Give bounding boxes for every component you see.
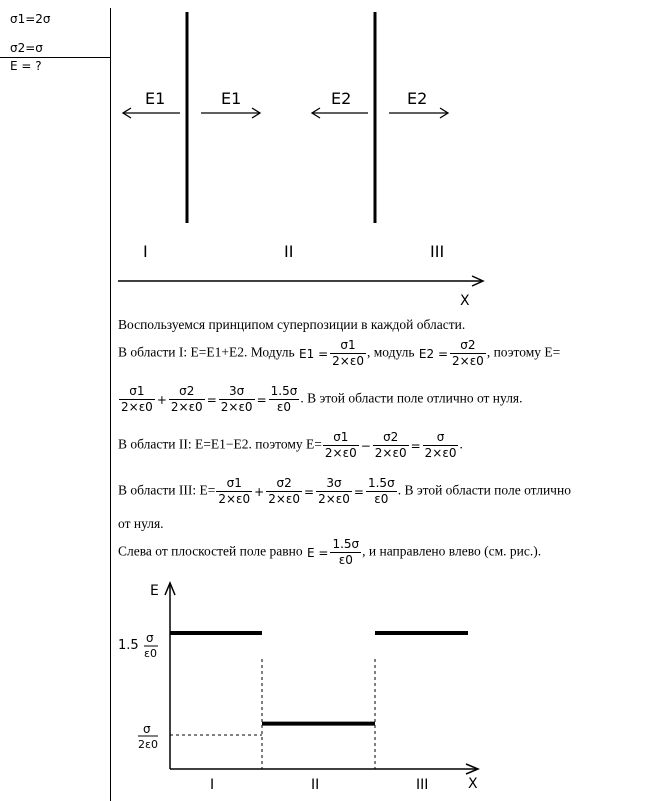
left-prefix: Слева от плоскостей поле равно xyxy=(118,543,303,559)
frac-den: ε0 xyxy=(338,553,353,567)
level-high-coef: 1.5 xyxy=(118,638,139,653)
frac-s2 xyxy=(266,476,302,507)
left-tail: , и направлено влево (см. рис.). xyxy=(362,543,542,559)
frac-s1 xyxy=(216,476,252,507)
r1-prefix: В области I: E=E1+E2. Модуль xyxy=(118,344,295,360)
solution-line-1: Воспользуемся принципом суперпозиции в каждой области. xyxy=(118,317,466,332)
op-eq: = xyxy=(353,484,364,499)
label-e2-right: E2 xyxy=(407,89,428,108)
op-eq: = xyxy=(410,438,421,453)
frac-s1 xyxy=(323,430,359,461)
left-eq: E = xyxy=(307,545,329,560)
frac-den: 2×ε0 xyxy=(268,492,301,506)
frac-den: 2×ε0 xyxy=(324,446,357,460)
frac-e1 xyxy=(330,338,366,369)
field-graph xyxy=(0,575,666,801)
x-axis-label: X xyxy=(460,293,470,309)
level-high-num: σ xyxy=(146,631,154,645)
frac-num: σ1 xyxy=(216,476,252,492)
solution-region-1 xyxy=(118,338,560,369)
graph-region-3: III xyxy=(416,777,429,793)
op-plus: + xyxy=(254,484,265,499)
frac-e2 xyxy=(450,338,486,369)
frac-num: σ xyxy=(423,430,459,446)
level-low-num: σ xyxy=(143,722,151,736)
r1-tail: . В этой области поле отлично от нуля. xyxy=(300,390,523,406)
op-plus: + xyxy=(156,392,167,407)
so-e: , поэтому E= xyxy=(486,344,561,360)
frac-s2 xyxy=(169,384,205,415)
label-region-1: I xyxy=(143,242,148,261)
op-eq: = xyxy=(256,392,267,407)
frac-num: 3σ xyxy=(316,476,352,492)
solution-region-1-sum xyxy=(118,384,523,415)
frac-den: 2×ε0 xyxy=(218,492,251,506)
solution-region-2 xyxy=(118,430,463,461)
frac-num: σ2 xyxy=(266,476,302,492)
r2-prefix: В области II: E=E1−E2. поэтому E= xyxy=(118,436,322,452)
frac-num: σ2 xyxy=(169,384,205,400)
frac-left xyxy=(330,537,361,568)
frac-15s xyxy=(269,384,300,415)
e1-eq: E1 = xyxy=(299,346,329,361)
frac-num: σ2 xyxy=(450,338,486,354)
frac-15s xyxy=(366,476,397,507)
label-region-2: II xyxy=(284,242,294,261)
dot: . xyxy=(459,436,463,452)
field-levels xyxy=(170,633,468,724)
label-e1-right: E1 xyxy=(221,89,242,108)
frac-den: ε0 xyxy=(374,492,389,506)
r3-prefix: В области III: E= xyxy=(118,482,216,498)
frac-num: σ1 xyxy=(119,384,155,400)
planes-diagram xyxy=(0,0,666,310)
label-e2-left: E2 xyxy=(331,89,352,108)
frac-s xyxy=(423,430,459,461)
frac-den: 2×ε0 xyxy=(121,400,153,414)
frac-3s xyxy=(219,384,255,415)
mod2: , модуль xyxy=(366,344,415,360)
frac-s1 xyxy=(119,384,155,415)
label-region-3: III xyxy=(430,242,445,261)
frac-s2 xyxy=(373,430,409,461)
frac-num: σ2 xyxy=(373,430,409,446)
op-minus: − xyxy=(360,438,371,453)
frac-den: 2×ε0 xyxy=(452,354,484,368)
graph-region-2: II xyxy=(311,777,320,793)
frac-num: σ1 xyxy=(330,338,366,354)
frac-den: 2×ε0 xyxy=(332,354,364,368)
graph-x-label: X xyxy=(468,776,478,792)
frac-den: 2×ε0 xyxy=(318,492,350,506)
frac-num: 1.5σ xyxy=(270,384,298,398)
given-sigma2: σ2=σ xyxy=(10,41,43,55)
frac-num: 1.5σ xyxy=(367,476,395,490)
op-eq: = xyxy=(206,392,217,407)
level-low-den: 2ε0 xyxy=(138,738,158,751)
graph-y-label: E xyxy=(150,583,159,599)
frac-num: σ1 xyxy=(323,430,359,446)
frac-den: 2×ε0 xyxy=(170,400,203,414)
label-e1-left: E1 xyxy=(145,89,166,108)
frac-den: 2×ε0 xyxy=(424,446,457,460)
graph-region-1: I xyxy=(210,777,215,793)
solution-region-3 xyxy=(118,476,571,507)
op-eq: = xyxy=(304,484,315,499)
frac-num: 3σ xyxy=(219,384,255,400)
frac-num: 1.5σ xyxy=(332,537,360,551)
given-find: E = ? xyxy=(10,59,42,73)
solution-region-3-cont: от нуля. xyxy=(118,516,164,531)
solution-left xyxy=(118,537,541,568)
frac-den: 2×ε0 xyxy=(220,400,253,414)
level-high-den: ε0 xyxy=(144,647,157,660)
frac-den: 2×ε0 xyxy=(374,446,407,460)
frac-3s xyxy=(316,476,352,507)
e2-eq: E2 = xyxy=(418,346,448,361)
given-sigma1: σ1=2σ xyxy=(10,12,51,26)
r3-tail: . В этой области поле отлично xyxy=(397,482,571,498)
frac-den: ε0 xyxy=(276,400,292,414)
